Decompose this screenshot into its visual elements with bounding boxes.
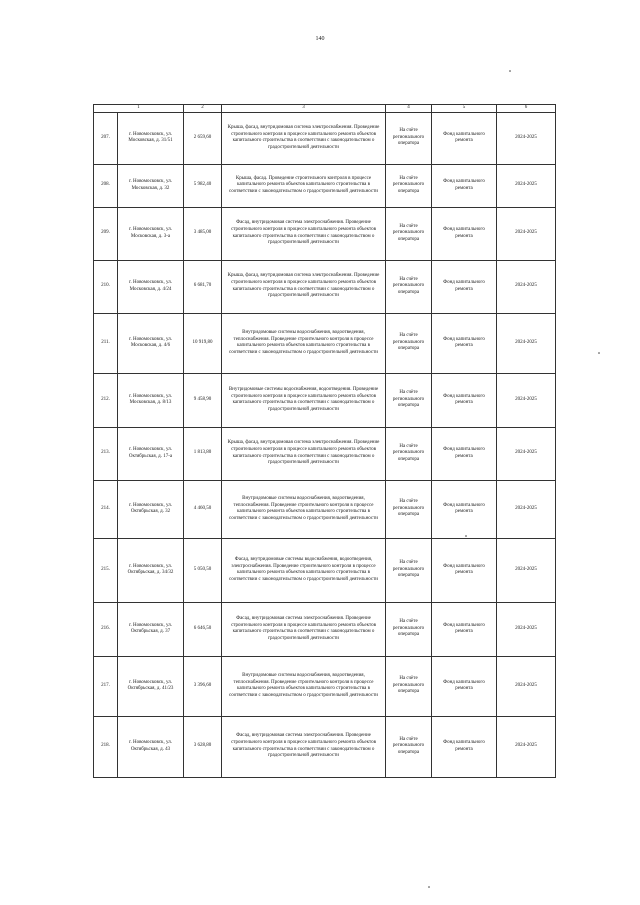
row-account: На счёте регионального оператора — [386, 480, 432, 538]
row-period: 2024-2025 — [497, 164, 556, 207]
table-header — [94, 105, 556, 113]
row-address: г. Новомосковск, ул. Октябрьская, д. 43 — [118, 716, 184, 777]
row-number: 209. — [94, 207, 118, 260]
row-period: 2024-2025 — [497, 716, 556, 777]
scan-speck — [509, 70, 511, 72]
row-works: Внутридомовые системы водоснабжения, водоотведения, теплоснабжения. Проведение строительного контроля в процессе капитального ремонта объектов капитального строительства в соответствии с законодательством о градостроительной деятельности — [222, 656, 386, 716]
row-period: 2024-2025 — [497, 427, 556, 480]
row-number: 213. — [94, 427, 118, 480]
row-period: 2024-2025 — [497, 313, 556, 373]
row-works: Крыша, фасад. Проведение строительного контроля в процессе капитального ремонта объектов капитального строительства в соответствии с законодательством о градостроительной деятельности — [222, 164, 386, 207]
row-cost: 5 982,40 — [184, 164, 222, 207]
table-row — [94, 427, 556, 480]
row-account: На счёте регионального оператора — [386, 656, 432, 716]
table-row — [94, 716, 556, 777]
row-cost: 10 919,80 — [184, 313, 222, 373]
table-row — [94, 112, 556, 164]
row-cost: 3 396,60 — [184, 656, 222, 716]
row-cost: 9 458,90 — [184, 373, 222, 427]
row-fund: Фонд капитального ремонта — [432, 480, 497, 538]
row-number: 208. — [94, 164, 118, 207]
row-works: Крыша, фасад, внутридомовая система электроснабжения. Проведение строительного контроля в процессе капитального ремонта объектов капитального строительства в соответствии с законодательством о градостроительной деятельности — [222, 112, 386, 164]
row-period: 2024-2025 — [497, 656, 556, 716]
row-works: Фасад, внутридомовая система электроснабжения. Проведение строительного контроля в процессе капитального ремонта объектов капитального строительства в соответствии с законодательством о градостроительной деятельности — [222, 602, 386, 656]
row-works: Фасад, внутридомовая система электроснабжения. Проведение строительного контроля в процессе капитального ремонта объектов капитального строительства в соответствии с законодательством о градостроительной деятельности — [222, 716, 386, 777]
scan-speck — [465, 535, 467, 537]
header-cell-6: 6 — [497, 105, 556, 113]
row-fund: Фонд капитального ремонта — [432, 602, 497, 656]
row-fund: Фонд капитального ремонта — [432, 207, 497, 260]
row-fund: Фонд капитального ремонта — [432, 656, 497, 716]
table-row — [94, 260, 556, 313]
row-account: На счёте регионального оператора — [386, 373, 432, 427]
row-fund: Фонд капитального ремонта — [432, 112, 497, 164]
page-number: 140 — [315, 36, 325, 42]
row-fund: Фонд капитального ремонта — [432, 427, 497, 480]
row-address: г. Новомосковск, ул. Московская, д. 31/51 — [118, 112, 184, 164]
row-account: На счёте регионального оператора — [386, 112, 432, 164]
row-number: 211. — [94, 313, 118, 373]
row-account: На счёте регионального оператора — [386, 164, 432, 207]
table-row — [94, 656, 556, 716]
row-period: 2024-2025 — [497, 373, 556, 427]
row-number: 218. — [94, 716, 118, 777]
row-address: г. Новомосковск, ул. Октябрьская, д. 41/23 — [118, 656, 184, 716]
row-cost: 5 050,50 — [184, 538, 222, 602]
row-cost: 2 659,60 — [184, 112, 222, 164]
table-row — [94, 164, 556, 207]
repair-program-table — [93, 104, 556, 778]
row-works: Фасад, внутридомовые системы водоснабжения, водоотведения, электроснабжения. Проведение строительного контроля в процессе капитального ремонта объектов капитального строительства в соответствии с законодательством о градостроительной деятельности — [222, 538, 386, 602]
header-cell-5: 5 — [432, 105, 497, 113]
row-fund: Фонд капитального ремонта — [432, 373, 497, 427]
header-cell-1: 1 — [94, 105, 184, 113]
table-body — [94, 112, 556, 777]
row-period: 2024-2025 — [497, 260, 556, 313]
table-row — [94, 313, 556, 373]
row-address: г. Новомосковск, ул. Октябрьская, д. 32 — [118, 480, 184, 538]
row-cost: 3 485,00 — [184, 207, 222, 260]
row-account: На счёте регионального оператора — [386, 716, 432, 777]
row-address: г. Новомосковск, ул. Московская, д. 4/6 — [118, 313, 184, 373]
table-row — [94, 538, 556, 602]
row-number: 212. — [94, 373, 118, 427]
row-works: Внутридомовые системы водоснабжения, водоотведения. Проведение строительного контроля в процессе капитального ремонта объектов капитального строительства в соответствии с законодательством о градостроительной деятельности — [222, 373, 386, 427]
scan-speck — [598, 352, 600, 354]
row-address: г. Новомосковск, ул. Московская, д. 3-а — [118, 207, 184, 260]
row-fund: Фонд капитального ремонта — [432, 716, 497, 777]
row-account: На счёте регионального оператора — [386, 260, 432, 313]
row-account: На счёте регионального оператора — [386, 538, 432, 602]
row-period: 2024-2025 — [497, 207, 556, 260]
row-number: 215. — [94, 538, 118, 602]
row-account: На счёте регионального оператора — [386, 427, 432, 480]
row-works: Крыша, фасад, внутридомовая система электроснабжения. Проведение строительного контроля в процессе капитального ремонта объектов капитального строительства в соответствии с законодательством о градостроительной деятельности — [222, 427, 386, 480]
row-fund: Фонд капитального ремонта — [432, 260, 497, 313]
header-cell-2: 2 — [184, 105, 222, 113]
header-row — [94, 105, 556, 113]
row-period: 2024-2025 — [497, 480, 556, 538]
row-account: На счёте регионального оператора — [386, 207, 432, 260]
header-cell-3: 3 — [222, 105, 386, 113]
row-address: г. Новомосковск, ул. Октябрьская, д. 34/32 — [118, 538, 184, 602]
row-works: Крыша, фасад, внутридомовая система электроснабжения. Проведение строительного контроля в процессе капитального ремонта объектов капитального строительства в соответствии с законодательством о градостроительной деятельности — [222, 260, 386, 313]
row-cost: 6 646,50 — [184, 602, 222, 656]
row-address: г. Новомосковск, ул. Московская, д. 4/24 — [118, 260, 184, 313]
table-row — [94, 480, 556, 538]
row-period: 2024-2025 — [497, 112, 556, 164]
table-row — [94, 602, 556, 656]
row-account: На счёте регионального оператора — [386, 313, 432, 373]
row-cost: 3 628,80 — [184, 716, 222, 777]
row-address: г. Новомосковск, ул. Московская, д. 32 — [118, 164, 184, 207]
row-works: Фасад, внутридомовая система электроснабжения. Проведение строительного контроля в процессе капитального ремонта объектов капитального строительства в соответствии с законодательством о градостроительной деятельности — [222, 207, 386, 260]
row-fund: Фонд капитального ремонта — [432, 313, 497, 373]
row-fund: Фонд капитального ремонта — [432, 538, 497, 602]
table-row — [94, 373, 556, 427]
row-works: Внутридомовые системы водоснабжения, водоотведения, теплоснабжения. Проведение строительного контроля в процессе капитального ремонта объектов капитального строительства в соответствии с законодательством о градостроительной деятельности — [222, 480, 386, 538]
scan-speck — [428, 886, 430, 888]
header-cell-4: 4 — [386, 105, 432, 113]
row-address: г. Новомосковск, ул. Московская, д. 8/13 — [118, 373, 184, 427]
row-cost: 1 813,80 — [184, 427, 222, 480]
row-number: 210. — [94, 260, 118, 313]
row-number: 214. — [94, 480, 118, 538]
row-number: 216. — [94, 602, 118, 656]
row-works: Внутридомовые системы водоснабжения, водоотведения, теплоснабжения. Проведение строительного контроля в процессе капитального ремонта объектов капитального строительства в соответствии с законодательством о градостроительной деятельности — [222, 313, 386, 373]
row-cost: 4 460,50 — [184, 480, 222, 538]
row-fund: Фонд капитального ремонта — [432, 164, 497, 207]
row-address: г. Новомосковск, ул. Октябрьская, д. 37 — [118, 602, 184, 656]
row-account: На счёте регионального оператора — [386, 602, 432, 656]
row-number: 217. — [94, 656, 118, 716]
row-cost: 6 681,70 — [184, 260, 222, 313]
row-address: г. Новомосковск, ул. Октябрьская, д. 17-а — [118, 427, 184, 480]
row-period: 2024-2025 — [497, 602, 556, 656]
table-row — [94, 207, 556, 260]
row-number: 207. — [94, 112, 118, 164]
row-period: 2024-2025 — [497, 538, 556, 602]
